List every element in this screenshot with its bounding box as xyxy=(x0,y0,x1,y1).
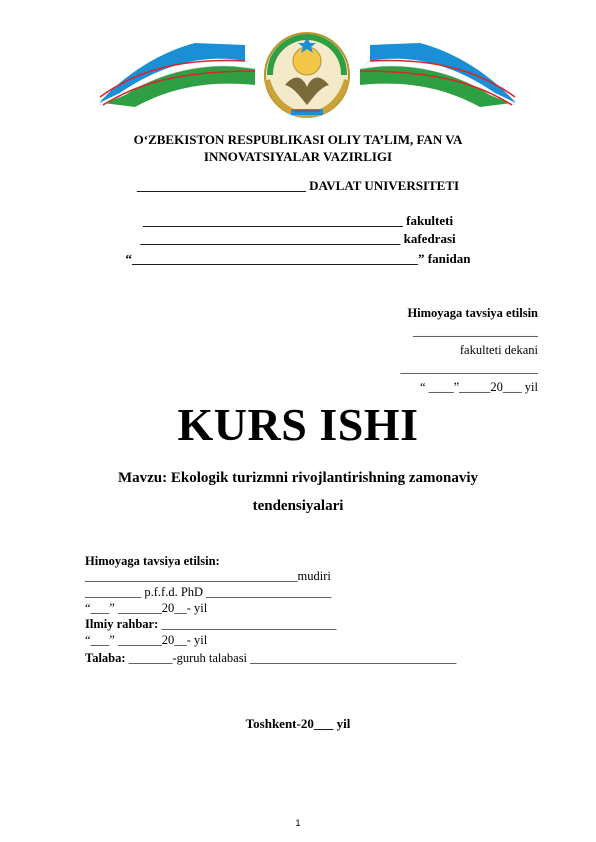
student-line xyxy=(85,651,456,666)
approval-signature-line: ____________________ xyxy=(413,324,538,338)
phd-line: _________ p.f.f.d. PhD ____________________ xyxy=(85,585,332,599)
document-title: KURS ISHI xyxy=(177,399,419,450)
university-line: __________________________ DAVLAT UNIVERSITETI xyxy=(136,178,460,193)
date-line-2: “___” _______20__- yil xyxy=(85,633,208,647)
student-label: Talaba: xyxy=(85,651,126,665)
date-line-1: “___” _______20__- yil xyxy=(85,601,208,615)
supervisor-line xyxy=(85,617,336,632)
coat-of-arms-icon xyxy=(265,33,349,117)
faculty-line: ________________________________________ fakulteti xyxy=(142,213,454,228)
department-line: ________________________________________ kafedrasi xyxy=(140,231,456,246)
subject-line: “____________________________________________” fanidan xyxy=(125,251,471,266)
approval-title: Himoyaga tavsiya etilsin xyxy=(407,306,538,320)
head-of-department-line: __________________________________mudiri xyxy=(85,569,331,583)
dean-label: fakulteti dekani xyxy=(459,343,538,357)
student-signature-line: _______-guruh talabasi _________________________________ xyxy=(125,651,457,665)
right-flag-icon xyxy=(360,43,516,107)
defense-recommendation-title: Himoyaga tavsiya etilsin: xyxy=(85,554,220,568)
ministry-line-1: O‘ZBEKISTON RESPUBLIKASI OLIY TA’LIM, FAN VA xyxy=(133,132,463,147)
ministry-line-2: INNOVATSIYALAR VAZIRLIGI xyxy=(203,149,393,164)
left-flag-icon xyxy=(99,43,255,107)
city-year: Toshkent-20___ yil xyxy=(245,716,351,731)
topic-line-2: tendensiyalari xyxy=(252,498,344,514)
page-number: 1 xyxy=(295,818,301,828)
topic-line-1: Mavzu: Ekologik turizmni rivojlantirishning zamonaviy xyxy=(117,470,478,486)
supervisor-label: Ilmiy rahbar: xyxy=(85,617,159,631)
dean-signature-line: ______________________ xyxy=(400,361,538,375)
state-emblem-icon xyxy=(95,25,520,120)
approval-date: “ ____”_____20___ yil xyxy=(419,380,538,394)
supervisor-signature-line: ____________________________ xyxy=(158,617,337,631)
